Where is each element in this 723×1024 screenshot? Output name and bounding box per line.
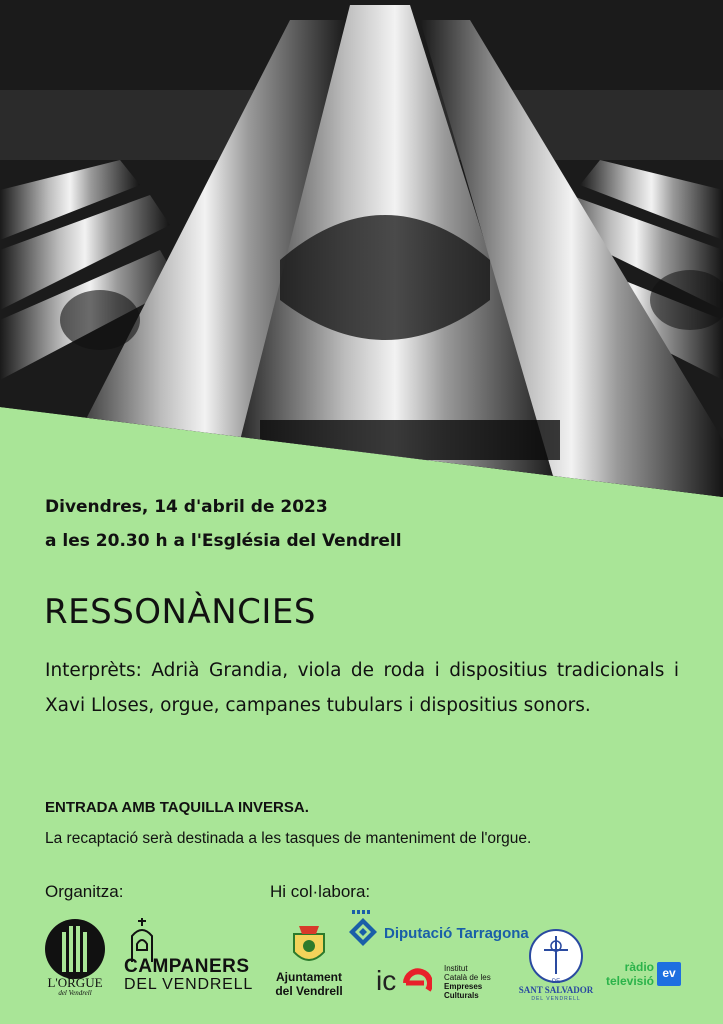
sant-salvador-name: SANT SALVADOR	[518, 985, 594, 995]
radio-badge	[657, 962, 681, 986]
orgue-logo-sub: del Vendrell	[58, 989, 92, 997]
campaners-line1: CAMPANERS	[124, 956, 250, 977]
campaners-logo	[118, 916, 254, 996]
ajuntament-shield-icon	[284, 920, 334, 970]
orgue-logo-icon	[44, 918, 106, 980]
icec-line1: Institut	[444, 964, 468, 973]
event-date: Divendres, 14 d'abril de 2023	[45, 497, 328, 517]
sant-salvador-de: DE	[551, 979, 561, 985]
sant-salvador-seal-icon	[528, 928, 584, 984]
organ-pipes-photo	[0, 0, 723, 500]
icec-mark: ic	[376, 965, 397, 996]
radio-badge-text: ev	[662, 966, 676, 980]
recaptacio-note: La recaptació serà destinada a les tasques de manteniment de l'orgue.	[45, 830, 532, 847]
radio-line1: ràdio	[624, 960, 654, 974]
radio-televisio-logo	[594, 958, 690, 994]
ajuntament-line1: Ajuntament	[276, 970, 342, 984]
icec-ec-icon	[402, 967, 432, 999]
performers-text: Interprèts: Adrià Grandia, viola de roda i dispositius tradicionals i Xavi Lloses, orgue, campanes tubulars i dispositius sonors.	[45, 660, 679, 716]
orgue-logo-text: L'ORGUE	[47, 975, 103, 990]
collabora-label: Hi col·labora:	[270, 882, 371, 901]
icec-logo	[376, 963, 506, 1007]
event-title: RESSONÀNCIES	[44, 592, 316, 632]
entry-note: ENTRADA AMB TAQUILLA INVERSA.	[45, 799, 309, 816]
sant-salvador-sub: DEL VENDRELL	[531, 996, 581, 1002]
event-time-place: a les 20.30 h a l'Església del Vendrell	[45, 531, 402, 551]
ajuntament-line2: del Vendrell	[275, 984, 343, 998]
radio-line2: televisió	[605, 974, 654, 988]
ajuntament-logo	[268, 920, 350, 1000]
diputacio-icon	[346, 910, 380, 946]
icec-line3: Empreses	[444, 982, 483, 991]
sant-salvador-logo	[518, 928, 594, 1004]
orgue-logo	[44, 918, 106, 998]
icec-line2: Català de les	[444, 973, 491, 982]
diputacio-logo	[346, 910, 529, 950]
campaners-line2: DEL VENDRELL	[124, 976, 254, 993]
organitza-label: Organitza:	[45, 882, 124, 901]
diputacio-text: Diputació Tarragona	[384, 925, 529, 942]
icec-line4: Culturals	[444, 991, 479, 1000]
